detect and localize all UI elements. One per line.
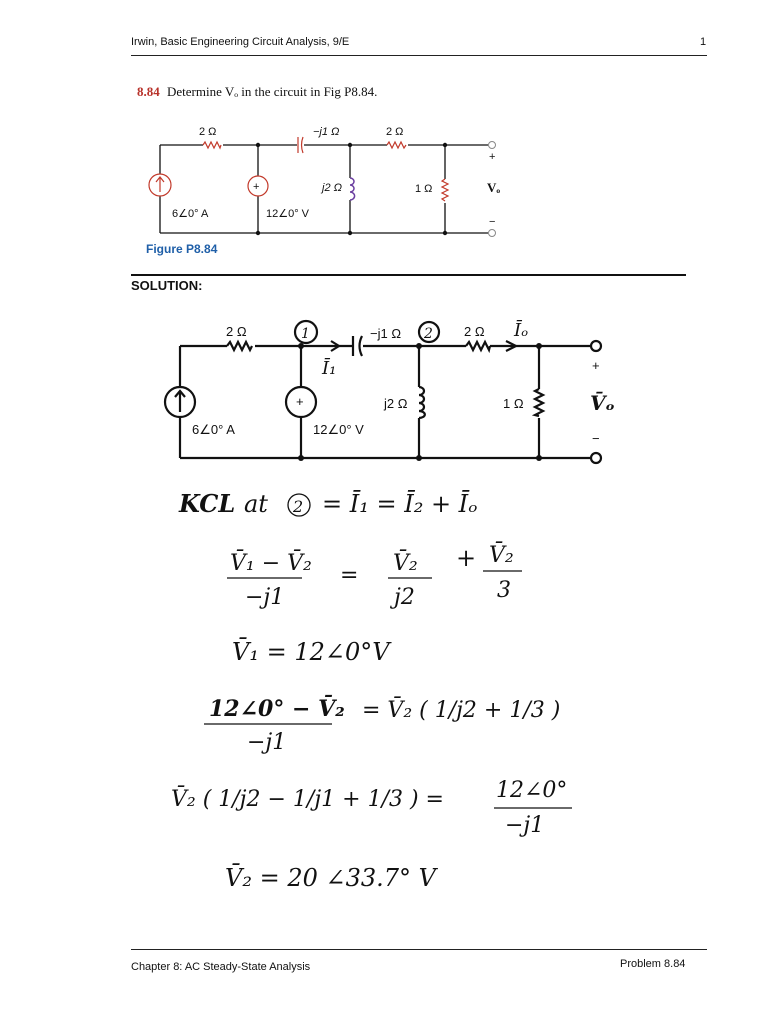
sol-label-vo: V̄ₒ bbox=[590, 391, 615, 415]
sol-label-r-left: 2 Ω bbox=[226, 324, 247, 339]
label-current-source: 6∠0° A bbox=[172, 208, 209, 220]
label-r-left: 2 Ω bbox=[199, 126, 217, 138]
eq2-v1-value: V̄₁ = 12∠0°V bbox=[232, 638, 390, 666]
label-inductor: j2 Ω bbox=[322, 182, 342, 194]
sol-node-1: 1 bbox=[301, 326, 310, 342]
sol-label-i1: Ī₁ bbox=[322, 358, 337, 379]
label-vo-plus: + bbox=[489, 151, 496, 163]
solution-heading: SOLUTION: bbox=[131, 278, 203, 293]
eq3-rhs: = V̄₂ ( 1/j2 + 1/3 ) bbox=[362, 698, 561, 723]
eq1-term1-denominator: j2 bbox=[394, 585, 415, 610]
kcl-equation: = Ī₁ = Ī₂ + Īₒ bbox=[322, 490, 478, 518]
sol-label-io: Īₒ bbox=[514, 320, 529, 341]
label-r-right: 2 Ω bbox=[386, 126, 404, 138]
header-page-number: 1 bbox=[700, 36, 707, 48]
eq5-v2-result: V̄₂ = 20 ∠33.7° V bbox=[225, 864, 436, 892]
sol-label-voltage-source: 12∠0° V bbox=[313, 422, 364, 437]
eq1-term1-numerator: V̄₂ bbox=[393, 551, 418, 576]
footer-chapter: Chapter 8: AC Steady-State Analysis bbox=[131, 961, 311, 973]
sol-vo-plus: + bbox=[592, 358, 600, 373]
eq1-equals: = bbox=[340, 563, 359, 588]
eq1-lhs-numerator: V̄₁ − V̄₂ bbox=[230, 551, 312, 576]
footer-problem: Problem 8.84 bbox=[620, 958, 686, 970]
sol-label-current-source: 6∠0° A bbox=[192, 422, 235, 437]
sol-vo-minus: − bbox=[592, 431, 600, 446]
sol-label-inductor: j2 Ω bbox=[384, 396, 408, 411]
eq4-rhs-numerator: 12∠0° bbox=[496, 778, 568, 803]
kcl-at: at bbox=[244, 490, 268, 518]
eq4-rhs-denominator: −j1 bbox=[505, 813, 545, 838]
label-voltage-source: 12∠0° V bbox=[266, 208, 310, 220]
eq3-lhs-denominator: −j1 bbox=[247, 730, 287, 755]
kcl-node: 2 bbox=[293, 497, 304, 516]
vsource-plus: + bbox=[253, 181, 260, 193]
sol-node-2: 2 bbox=[424, 326, 433, 342]
eq3-lhs-numerator: 12∠0° − V̄₂ bbox=[209, 696, 345, 722]
eq1-term2-numerator: V̄₂ bbox=[489, 543, 514, 568]
footer-divider bbox=[131, 949, 707, 950]
eq1-lhs-denominator: −j1 bbox=[245, 585, 285, 610]
label-r-load: 1 Ω bbox=[415, 183, 433, 195]
sol-label-r-right: 2 Ω bbox=[464, 324, 485, 339]
sol-vsource-plus: + bbox=[296, 394, 304, 409]
kcl-label: KCL bbox=[179, 489, 236, 518]
eq4-lhs: V̄₂ ( 1/j2 − 1/j1 + 1/3 ) = bbox=[171, 787, 444, 812]
label-vo-minus: − bbox=[489, 216, 496, 228]
label-vo: Vₒ bbox=[487, 180, 501, 195]
figure-caption: Figure P8.84 bbox=[146, 242, 218, 256]
eq1-plus: + bbox=[456, 544, 477, 572]
sol-label-r-load: 1 Ω bbox=[503, 396, 524, 411]
eq1-term2-denominator: 3 bbox=[497, 578, 511, 603]
problem-text: Determine Vₒ in the circuit in Fig P8.84. bbox=[167, 84, 378, 99]
problem-number: 8.84 bbox=[137, 84, 160, 99]
label-capacitor: −j1 Ω bbox=[313, 126, 340, 138]
sol-label-capacitor: −j1 Ω bbox=[370, 326, 402, 341]
header-book-title: Irwin, Basic Engineering Circuit Analysis, 9/E bbox=[131, 36, 350, 48]
